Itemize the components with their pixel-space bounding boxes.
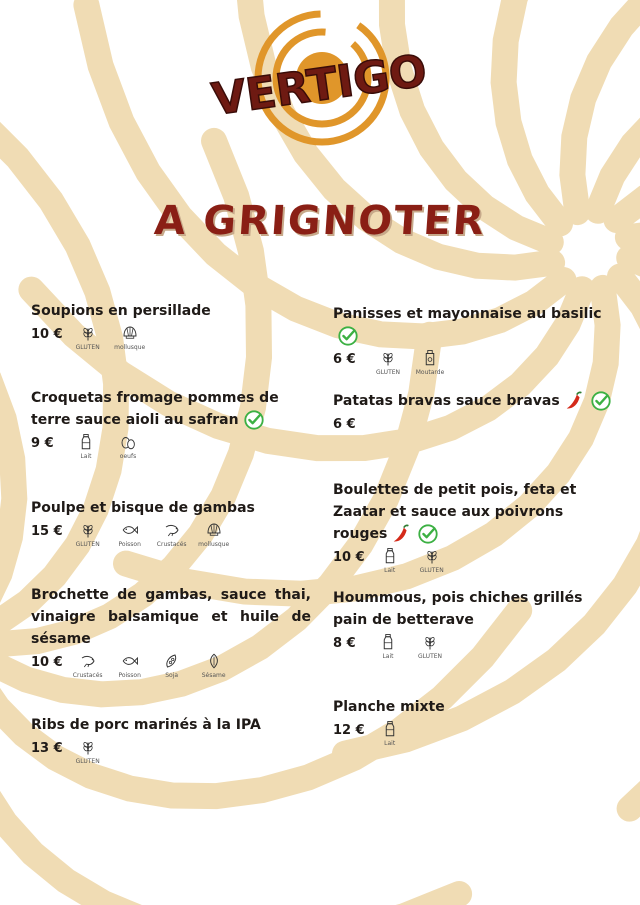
item-name bbox=[333, 696, 617, 718]
item-name-text: Hoummous, pois chiches grillés pain de betterave bbox=[333, 590, 583, 628]
item-name-text: Poulpe et bisque de gambas bbox=[31, 500, 255, 516]
shrimp-icon bbox=[163, 521, 181, 539]
item-price: 15 € bbox=[31, 524, 63, 539]
vertigo-logo bbox=[210, 10, 430, 150]
item-name bbox=[31, 497, 311, 519]
menu-item bbox=[333, 303, 617, 377]
vegetarian-check-icon bbox=[243, 409, 265, 431]
allergen-label: Crustacés bbox=[72, 672, 103, 679]
vegetarian-check-icon bbox=[590, 390, 612, 412]
menu-item bbox=[333, 696, 617, 748]
item-name-text: Patatas bravas sauce bravas bbox=[333, 393, 560, 409]
allergen-wheat bbox=[71, 521, 105, 549]
allergen-milk-bottle bbox=[371, 633, 405, 661]
logo-wordmark: VERTIGO bbox=[208, 45, 430, 126]
item-price: 9 € bbox=[31, 436, 54, 451]
item-price: 13 € bbox=[31, 741, 63, 756]
menu-item bbox=[31, 387, 311, 461]
allergen-milk-bottle bbox=[373, 720, 407, 748]
allergen-label: Poisson bbox=[118, 672, 141, 679]
chili-badge bbox=[391, 523, 413, 545]
menu-item bbox=[31, 714, 311, 766]
allergen-label: Lait bbox=[384, 740, 396, 747]
item-name-text: Planche mixte bbox=[333, 699, 445, 715]
allergen-soy bbox=[155, 652, 189, 680]
allergen-label: Lait bbox=[384, 567, 396, 574]
menu-item bbox=[31, 497, 311, 549]
allergen-milk-bottle bbox=[373, 547, 407, 575]
item-price: 10 € bbox=[333, 550, 365, 565]
allergen-wheat bbox=[415, 547, 449, 575]
vegetarian-check-icon bbox=[337, 325, 359, 347]
allergen-label: Lait bbox=[80, 453, 92, 460]
vegetarian-check-badge bbox=[243, 409, 265, 431]
allergen-wheat bbox=[413, 633, 447, 661]
fish-icon bbox=[121, 652, 139, 670]
item-price: 8 € bbox=[333, 636, 356, 651]
allergen-label: Moutarde bbox=[415, 369, 445, 376]
wheat-icon bbox=[79, 324, 97, 342]
price-row bbox=[31, 521, 311, 549]
price-row bbox=[31, 433, 311, 461]
allergen-label: Crustacés bbox=[156, 541, 187, 548]
wheat-icon bbox=[421, 633, 439, 651]
item-name-text: Panisses et mayonnaise au basilic bbox=[333, 306, 602, 322]
swirl-stripe bbox=[629, 258, 640, 809]
item-price: 10 € bbox=[31, 655, 63, 670]
price-row bbox=[333, 414, 617, 434]
milk-bottle-icon bbox=[379, 633, 397, 651]
allergen-label: Soja bbox=[165, 672, 179, 679]
vegetarian-check-icon bbox=[417, 523, 439, 545]
item-name-text: Ribs de porc marinés à la IPA bbox=[31, 717, 261, 733]
chili-badge bbox=[564, 390, 586, 412]
egg-icon bbox=[119, 433, 137, 451]
soy-icon bbox=[163, 652, 181, 670]
allergen-label: GLUTEN bbox=[375, 369, 401, 376]
wheat-icon bbox=[79, 521, 97, 539]
allergen-fish bbox=[113, 521, 147, 549]
allergen-wheat bbox=[71, 738, 105, 766]
allergen-label: GLUTEN bbox=[75, 344, 100, 351]
allergen-label: mollusque bbox=[198, 541, 230, 548]
shell-icon bbox=[121, 324, 139, 342]
item-name-text: Brochette de gambas, sauce thai, vinaigre balsamique et huile de sésame bbox=[31, 587, 311, 647]
price-row bbox=[333, 547, 617, 575]
price-row bbox=[333, 720, 617, 748]
item-name bbox=[31, 584, 311, 650]
item-name-text: Croquetas fromage pommes de terre sauce aioli au safran bbox=[31, 390, 279, 428]
wheat-icon bbox=[79, 738, 97, 756]
item-name-text: Boulettes de petit pois, feta et Zaatar et sauce aux poivrons rouges bbox=[333, 482, 577, 542]
menu-item bbox=[31, 584, 311, 680]
allergen-mustard-jar bbox=[413, 349, 447, 377]
allergen-sesame bbox=[197, 652, 231, 680]
allergen-label: mollusque bbox=[114, 344, 146, 351]
item-price: 10 € bbox=[31, 327, 63, 342]
chili-icon bbox=[391, 523, 413, 545]
menu-item bbox=[333, 587, 617, 661]
shell-icon bbox=[205, 521, 223, 539]
item-name bbox=[333, 390, 617, 412]
chili-icon bbox=[564, 390, 586, 412]
allergen-label: GLUTEN bbox=[75, 758, 100, 765]
menu-item bbox=[31, 300, 311, 352]
item-price: 6 € bbox=[333, 417, 356, 432]
wheat-icon bbox=[379, 349, 397, 367]
item-price: 6 € bbox=[333, 352, 356, 367]
milk-bottle-icon bbox=[381, 720, 399, 738]
wheat-icon bbox=[423, 547, 441, 565]
price-row bbox=[333, 633, 617, 661]
allergen-wheat bbox=[371, 349, 405, 377]
allergen-label: GLUTEN bbox=[75, 541, 100, 548]
milk-bottle-icon bbox=[381, 547, 399, 565]
fish-icon bbox=[121, 521, 139, 539]
allergen-label: GLUTEN bbox=[417, 653, 443, 660]
allergen-shell bbox=[113, 324, 147, 352]
allergen-label: Poisson bbox=[118, 541, 141, 548]
item-name bbox=[31, 300, 311, 322]
menu-item bbox=[333, 479, 617, 575]
item-name-text: Soupions en persillade bbox=[31, 303, 211, 319]
page-title: A GRIGNOTER bbox=[152, 198, 488, 244]
item-name bbox=[333, 479, 617, 545]
allergen-fish bbox=[113, 652, 147, 680]
allergen-label: Sésame bbox=[201, 672, 226, 679]
vegetarian-check-badge bbox=[337, 325, 359, 347]
allergen-shrimp bbox=[71, 652, 105, 680]
allergen-milk-bottle bbox=[69, 433, 103, 461]
item-name bbox=[31, 387, 311, 431]
item-price: 12 € bbox=[333, 723, 365, 738]
vegetarian-check-badge bbox=[590, 390, 612, 412]
allergen-label: Lait bbox=[382, 653, 394, 660]
shrimp-icon bbox=[79, 652, 97, 670]
item-name bbox=[333, 587, 617, 631]
allergen-shell bbox=[197, 521, 231, 549]
allergen-wheat bbox=[71, 324, 105, 352]
allergen-label: oeufs bbox=[119, 453, 137, 460]
vegetarian-check-badge bbox=[417, 523, 439, 545]
price-row bbox=[31, 324, 311, 352]
milk-bottle-icon bbox=[77, 433, 95, 451]
menu-item bbox=[333, 390, 617, 434]
item-name bbox=[31, 714, 311, 736]
item-name bbox=[333, 303, 617, 347]
allergen-shrimp bbox=[155, 521, 189, 549]
allergen-label: GLUTEN bbox=[419, 567, 444, 574]
price-row bbox=[31, 652, 311, 680]
price-row bbox=[333, 349, 617, 377]
sesame-icon bbox=[205, 652, 223, 670]
allergen-egg bbox=[111, 433, 145, 461]
price-row bbox=[31, 738, 311, 766]
mustard-jar-icon bbox=[421, 349, 439, 367]
